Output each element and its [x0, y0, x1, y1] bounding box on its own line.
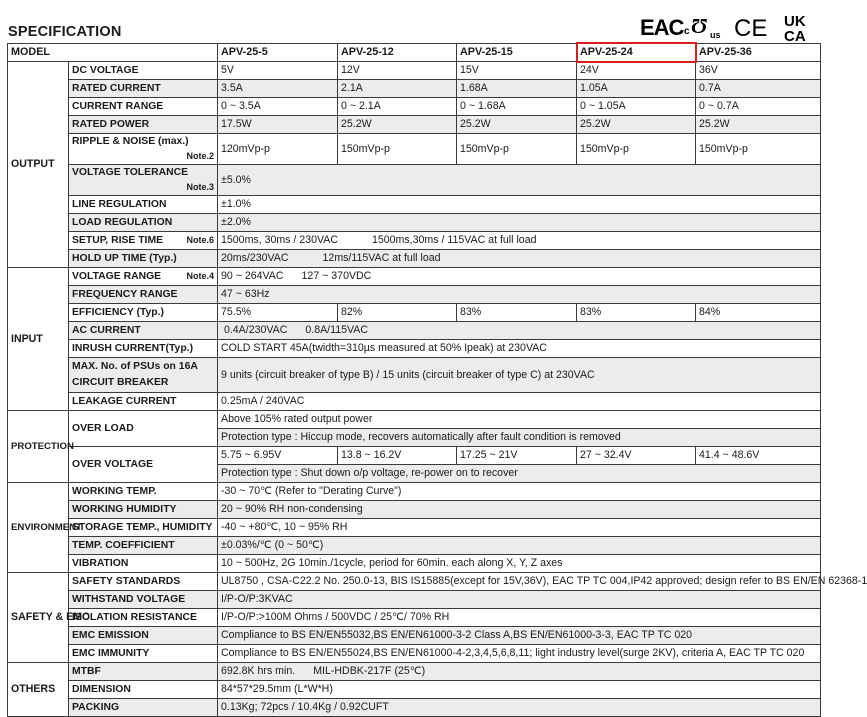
table-row	[8, 98, 821, 116]
cell-value: ±0.03%/℃ (0 ~ 50℃)	[218, 537, 821, 555]
cell-value: 150mVp-p	[338, 134, 457, 165]
cell-value: Compliance to BS EN/EN55024,BS EN/EN61000-4-2,3,4,5,6,8,11; light industry level(surge 2KV), criteria A, EAC TP TC 020	[218, 645, 821, 663]
value-part: 20ms/230VAC	[221, 252, 289, 264]
group-others: OTHERS	[8, 663, 69, 717]
table-row	[8, 645, 821, 663]
cell-value: -40 ~ +80℃, 10 ~ 95% RH	[218, 519, 821, 537]
certification-marks	[640, 8, 822, 44]
cell-value: 0.13Kg; 72pcs / 10.4Kg / 0.92CUFT	[218, 699, 821, 717]
row-label	[69, 268, 218, 286]
row-label: SAFETY STANDARDS	[69, 573, 218, 591]
table-row	[8, 393, 821, 411]
model-name-highlighted: APV-25-24	[577, 44, 696, 62]
row-label-text: CIRCUIT BREAKER	[72, 377, 169, 388]
ul-mark	[684, 14, 721, 40]
model-name: APV-25-12	[338, 44, 457, 62]
model-label: MODEL	[8, 44, 218, 62]
value-part: 1500ms,30ms / 115VAC at full load	[371, 234, 537, 246]
table-row	[8, 699, 821, 717]
cell-value: 17.5W	[218, 116, 338, 134]
row-label-text: SETUP, RISE TIME	[72, 235, 164, 246]
cell-value: 15V	[457, 62, 577, 80]
row-label: VIBRATION	[69, 555, 218, 573]
value-part: 1500ms, 30ms / 230VAC	[221, 234, 338, 246]
row-label: RATED CURRENT	[69, 80, 218, 98]
cell-value: Protection type : Shut down o/p voltage, re-power on to recover	[218, 465, 821, 483]
row-label: HOLD UP TIME (Typ.)	[69, 250, 218, 268]
table-row	[8, 250, 821, 268]
row-label: INRUSH CURRENT(Typ.)	[69, 340, 218, 358]
cell-value: 41.4 ~ 48.6V	[696, 447, 821, 465]
row-label: EMC IMMUNITY	[69, 645, 218, 663]
cell-value: 150mVp-p	[696, 134, 821, 165]
table-row	[8, 80, 821, 98]
svg-text:c: c	[684, 26, 690, 37]
cell-value	[218, 268, 821, 286]
cell-value: ±5.0%	[218, 165, 821, 196]
row-label: PACKING	[69, 699, 218, 717]
cell-value	[218, 250, 821, 268]
model-name: APV-25-5	[218, 44, 338, 62]
cell-value: Above 105% rated output power	[218, 411, 821, 429]
cell-value: Compliance to BS EN/EN55032,BS EN/EN61000-3-2 Class A,BS EN/EN61000-3-3, EAC TP TC 020	[218, 627, 821, 645]
cell-value: 17.25 ~ 21V	[457, 447, 577, 465]
table-row	[8, 116, 821, 134]
cell-value: 10 ~ 500Hz, 2G 10min./1cycle, period for 60min. each along X, Y, Z axes	[218, 555, 821, 573]
ce-mark: CE	[734, 15, 768, 42]
cell-value: 1.68A	[457, 80, 577, 98]
cell-value	[218, 663, 821, 681]
cell-value: 5V	[218, 62, 338, 80]
cell-value: 25.2W	[696, 116, 821, 134]
model-name: APV-25-15	[457, 44, 577, 62]
cell-value: 83%	[577, 304, 696, 322]
cell-value: Protection type : Hiccup mode, recovers automatically after fault condition is removed	[218, 429, 821, 447]
table-row	[8, 447, 821, 465]
row-label: EFFICIENCY (Typ.)	[69, 304, 218, 322]
cell-value: 36V	[696, 62, 821, 80]
table-row	[8, 322, 821, 340]
svg-text:UK: UK	[784, 13, 806, 30]
table-row	[8, 411, 821, 429]
table-row	[8, 483, 821, 501]
cell-value	[218, 232, 821, 250]
row-label	[69, 358, 218, 393]
cell-value: 0 ~ 0.7A	[696, 98, 821, 116]
cell-value: 24V	[577, 62, 696, 80]
cell-value: I/P-O/P:3KVAC	[218, 591, 821, 609]
model-name: APV-25-36	[696, 44, 821, 62]
cell-value: 83%	[457, 304, 577, 322]
row-label: WITHSTAND VOLTAGE	[69, 591, 218, 609]
table-row	[8, 196, 821, 214]
value-part: 90 ~ 264VAC	[221, 270, 284, 282]
cell-value: 9 units (circuit breaker of type B) / 15 units (circuit breaker of type C) at 230VAC	[218, 358, 821, 393]
cell-value: 0 ~ 1.05A	[577, 98, 696, 116]
table-row	[8, 501, 821, 519]
row-label: OVER LOAD	[69, 411, 218, 447]
cell-value: -30 ~ 70℃ (Refer to "Derating Curve")	[218, 483, 821, 501]
value-part: 692.8K hrs min.	[221, 665, 296, 677]
table-row	[8, 286, 821, 304]
value-part: 12ms/115VAC at full load	[322, 252, 441, 264]
table-row	[8, 232, 821, 250]
page-title: SPECIFICATION	[8, 24, 122, 40]
row-label-text: RIPPLE & NOISE (max.)	[72, 136, 189, 147]
row-label: LEAKAGE CURRENT	[69, 393, 218, 411]
svg-text:us: us	[710, 30, 721, 40]
cell-value: 25.2W	[338, 116, 457, 134]
row-label: FREQUENCY RANGE	[69, 286, 218, 304]
table-row	[8, 573, 821, 591]
cell-value	[218, 322, 821, 340]
cell-value: 25.2W	[457, 116, 577, 134]
table-row	[8, 681, 821, 699]
cell-value: 0 ~ 2.1A	[338, 98, 457, 116]
table-row	[8, 537, 821, 555]
row-label: DC VOLTAGE	[69, 62, 218, 80]
row-label: LINE REGULATION	[69, 196, 218, 214]
row-label-text: MAX. No. of PSUs on 16A	[72, 361, 198, 372]
svg-text:Ʊ: Ʊ	[691, 14, 707, 38]
table-row	[8, 609, 821, 627]
cell-value: ±1.0%	[218, 196, 821, 214]
svg-text:CA: CA	[784, 28, 806, 45]
row-label	[69, 134, 218, 165]
row-label-text: VOLTAGE RANGE	[72, 271, 162, 282]
row-label: MTBF	[69, 663, 218, 681]
cell-value: ±2.0%	[218, 214, 821, 232]
cell-value: 84%	[696, 304, 821, 322]
group-environment: ENVIRONMENT	[8, 483, 69, 573]
note-ref: Note.2	[186, 151, 214, 161]
cell-value: 20 ~ 90% RH non-condensing	[218, 501, 821, 519]
row-label: EMC EMISSION	[69, 627, 218, 645]
row-label: ISOLATION RESISTANCE	[69, 609, 218, 627]
cell-value: 3.5A	[218, 80, 338, 98]
group-output: OUTPUT	[8, 62, 69, 268]
cell-value: I/P-O/P:>100M Ohms / 500VDC / 25℃/ 70% RH	[218, 609, 821, 627]
cell-value: 150mVp-p	[457, 134, 577, 165]
row-label: STORAGE TEMP., HUMIDITY	[69, 519, 218, 537]
note-ref: Note.6	[186, 235, 214, 245]
group-safety-emc: SAFETY & EMC	[8, 573, 69, 663]
group-input: INPUT	[8, 268, 69, 411]
table-row	[8, 214, 821, 232]
value-part: 0.8A/115VAC	[305, 324, 368, 336]
row-label: TEMP. COEFFICIENT	[69, 537, 218, 555]
table-row	[8, 627, 821, 645]
row-label: RATED POWER	[69, 116, 218, 134]
cell-value: 25.2W	[577, 116, 696, 134]
note-ref: Note.3	[186, 182, 214, 192]
cell-value: 12V	[338, 62, 457, 80]
cell-value: 13.8 ~ 16.2V	[338, 447, 457, 465]
row-label: OVER VOLTAGE	[69, 447, 218, 483]
cell-value: 47 ~ 63Hz	[218, 286, 821, 304]
table-row	[8, 134, 821, 165]
value-part: MIL-HDBK-217F (25℃)	[313, 665, 426, 677]
cell-value: 75.5%	[218, 304, 338, 322]
value-part: 127 ~ 370VDC	[301, 270, 372, 282]
cell-value: 1.05A	[577, 80, 696, 98]
row-label	[69, 232, 218, 250]
row-label: CURRENT RANGE	[69, 98, 218, 116]
specification-table	[7, 43, 867, 717]
model-row	[8, 44, 821, 62]
cell-value: UL8750 , CSA-C22.2 No. 250.0-13, BIS IS15885(except for 15V,36V), EAC TP TC 004,IP42 approved; design refer to BS EN/EN 62368-1	[218, 573, 821, 591]
cell-value: 0 ~ 1.68A	[457, 98, 577, 116]
table-row	[8, 165, 821, 196]
cell-value: 5.75 ~ 6.95V	[218, 447, 338, 465]
ukca-mark	[784, 13, 806, 45]
table-row	[8, 663, 821, 681]
table-row	[8, 340, 821, 358]
row-label: LOAD REGULATION	[69, 214, 218, 232]
value-part: 0.4A/230VAC	[223, 324, 288, 336]
cell-value: 150mVp-p	[577, 134, 696, 165]
cell-value: 2.1A	[338, 80, 457, 98]
cell-value: COLD START 45A(twidth=310µs measured at 50% Ipeak) at 230VAC	[218, 340, 821, 358]
group-protection: PROTECTION	[8, 411, 69, 483]
table-row	[8, 555, 821, 573]
table-row	[8, 591, 821, 609]
table-row	[8, 519, 821, 537]
table-row	[8, 304, 821, 322]
cell-value: 0.25mA / 240VAC	[218, 393, 821, 411]
cell-value: 120mVp-p	[218, 134, 338, 165]
eac-mark: EAC	[640, 15, 684, 40]
row-label: AC CURRENT	[69, 322, 218, 340]
cell-value: 82%	[338, 304, 457, 322]
table-row	[8, 62, 821, 80]
table-row	[8, 268, 821, 286]
cell-value: 84*57*29.5mm (L*W*H)	[218, 681, 821, 699]
cell-value: 0 ~ 3.5A	[218, 98, 338, 116]
table-row	[8, 358, 821, 393]
cell-value: 0.7A	[696, 80, 821, 98]
row-label-text: VOLTAGE TOLERANCE	[72, 167, 189, 178]
note-ref: Note.4	[186, 271, 214, 281]
cell-value: 27 ~ 32.4V	[577, 447, 696, 465]
row-label: DIMENSION	[69, 681, 218, 699]
row-label: WORKING TEMP.	[69, 483, 218, 501]
row-label: WORKING HUMIDITY	[69, 501, 218, 519]
row-label	[69, 165, 218, 196]
